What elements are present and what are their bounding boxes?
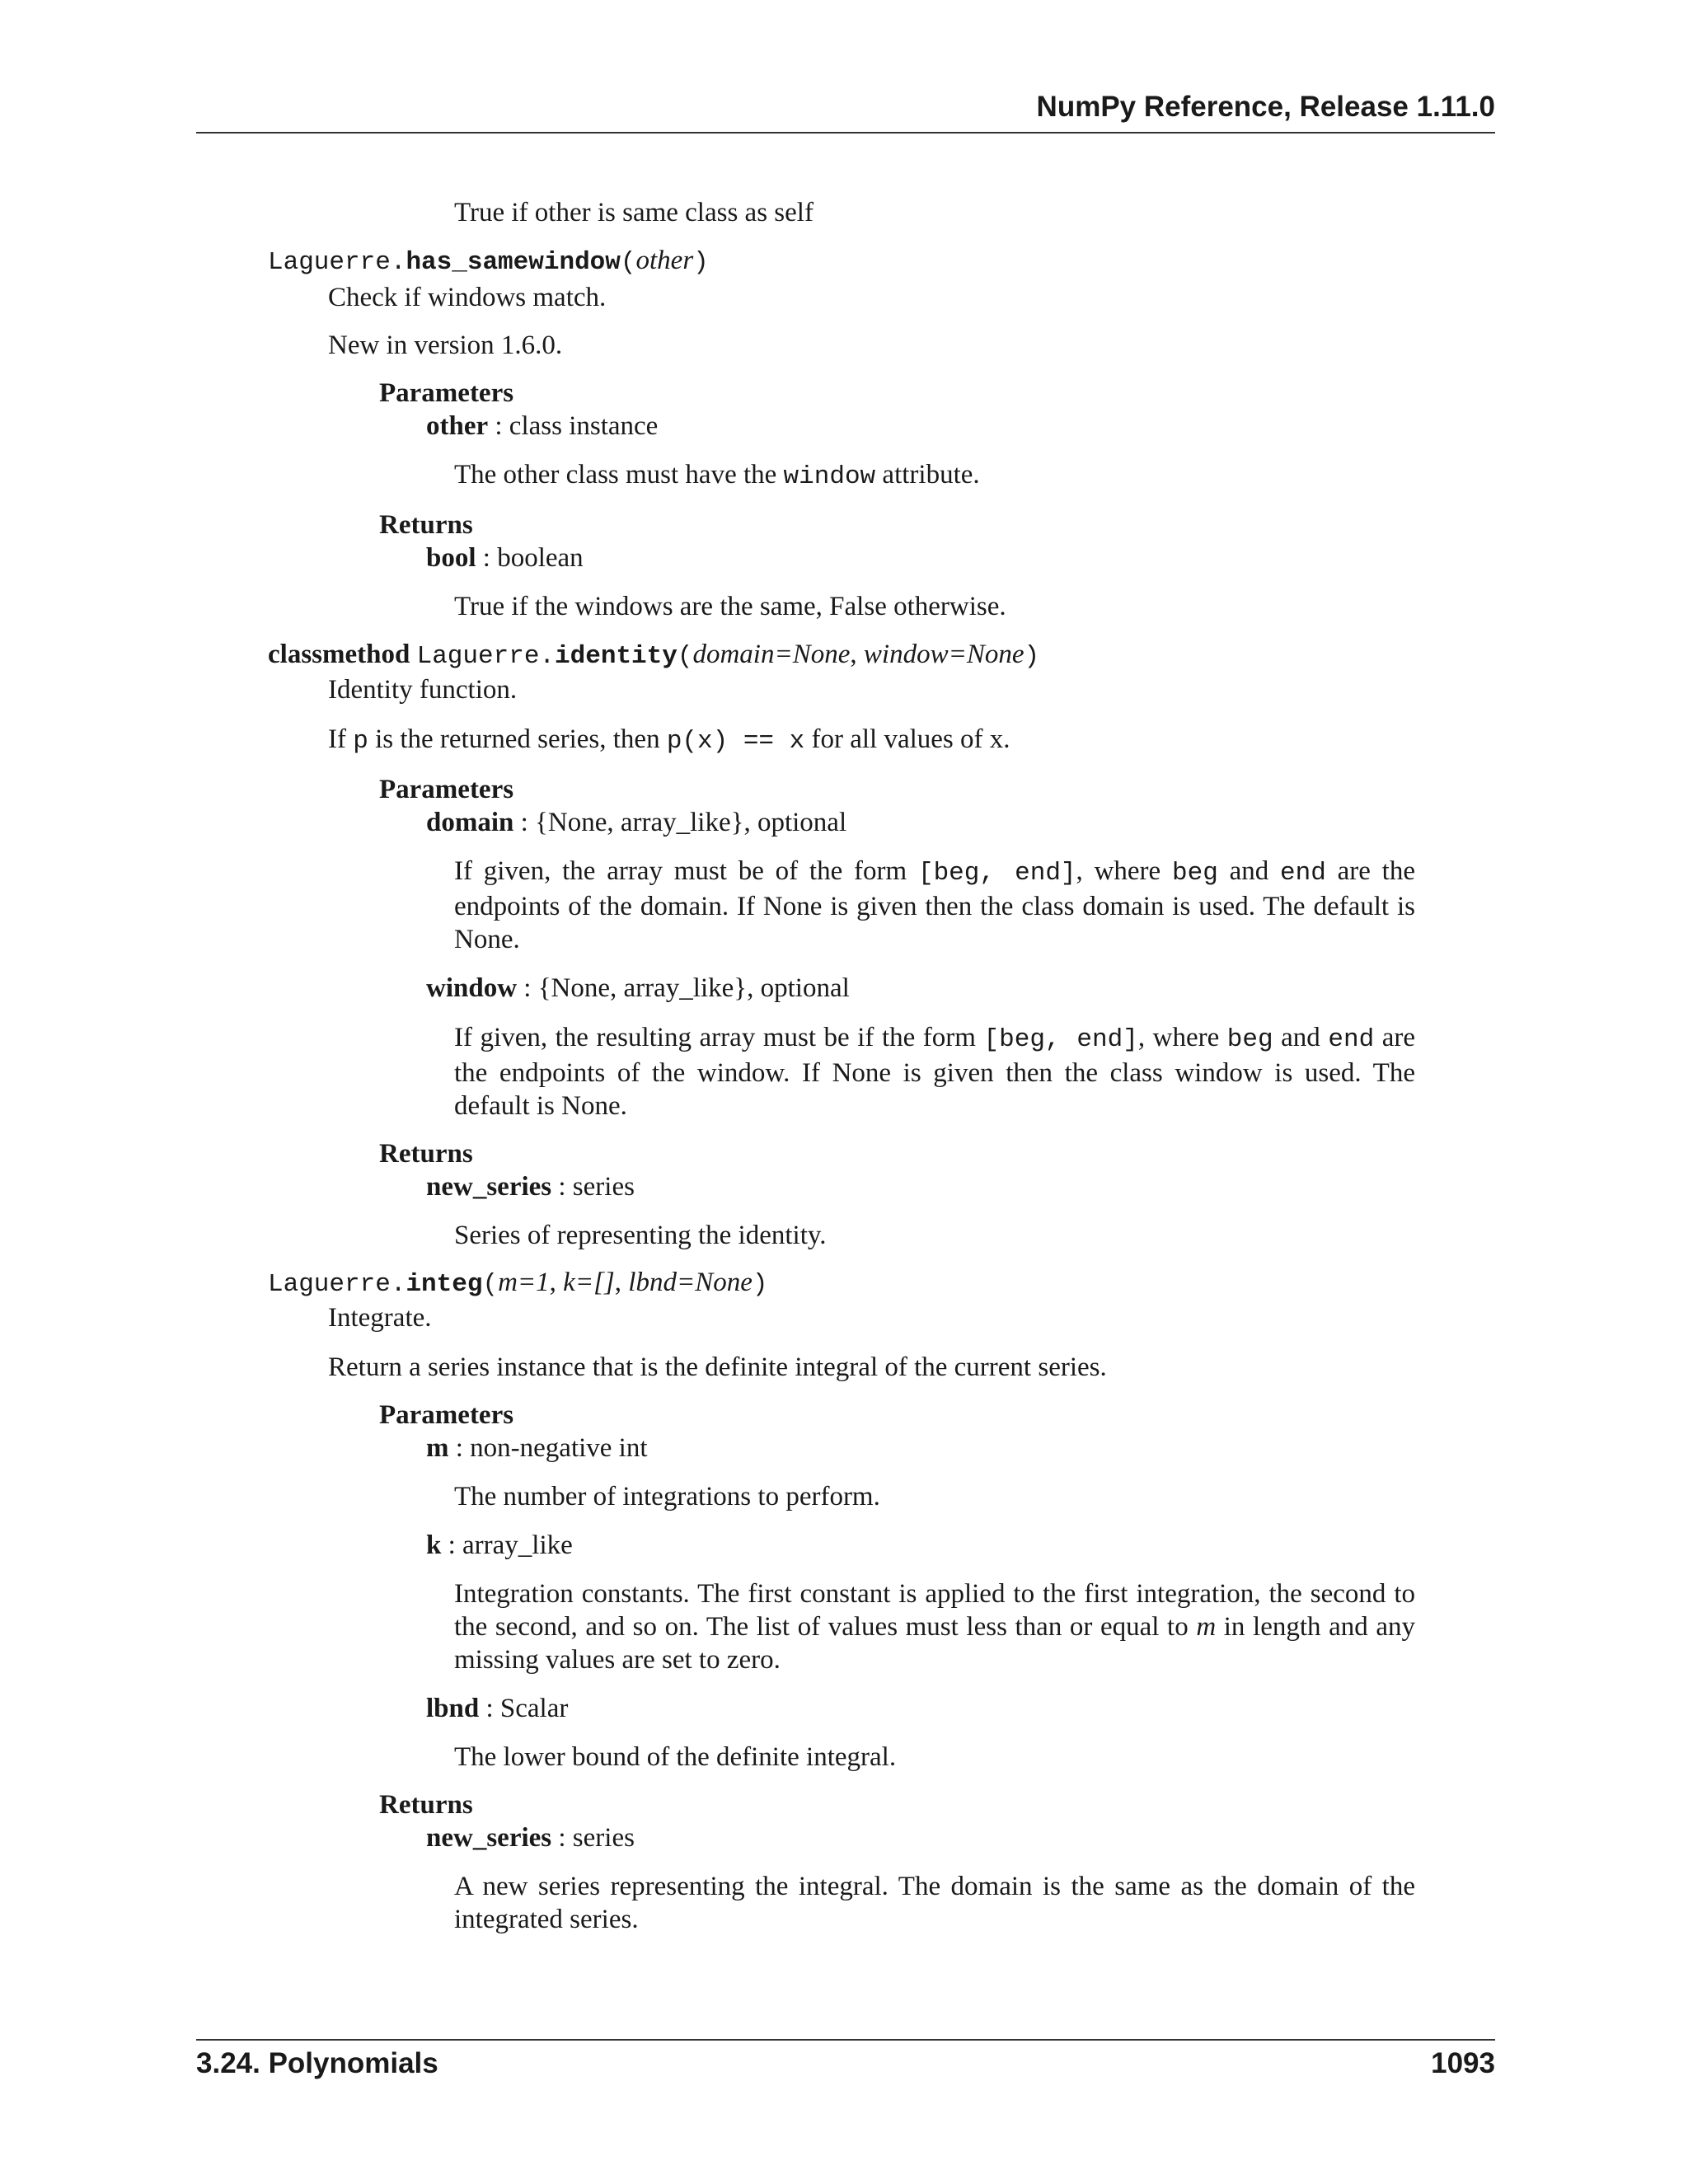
parameters-label: Parameters [379, 775, 514, 804]
param-window: window : {None, array_like}, optional [426, 973, 850, 1003]
param-domain-desc: If given, the array must be of the form [beg, end], where beg and end are the endpoints of the domain. If None is given then the class domain is used. The default is None. [454, 856, 1415, 954]
top-fragment: True if other is same class as self [454, 198, 814, 227]
param-lbnd-desc: The lower bound of the definite integral. [454, 1742, 897, 1772]
method-description: Return a series instance that is the definite integral of the current series. [328, 1352, 1107, 1382]
footer-section: 3.24. Polynomials [196, 2047, 438, 2079]
footer-page-number: 1093 [1431, 2047, 1495, 2079]
returns-label: Returns [379, 1790, 473, 1820]
return-new-series: new_series : series [426, 1172, 635, 1202]
parameters-label: Parameters [379, 378, 514, 408]
page-body [0, 196, 1688, 1934]
param-domain: domain : {None, array_like}, optional [426, 808, 847, 837]
version-note: New in version 1.6.0. [328, 330, 563, 360]
param-m: m : non-negative int [426, 1433, 648, 1463]
param-other: other : class instance [426, 411, 659, 441]
param-lbnd: lbnd : Scalar [426, 1694, 569, 1723]
return-new-series-desc: Series of representing the identity. [454, 1221, 827, 1250]
parameters-label: Parameters [379, 1400, 514, 1430]
param-window-desc: If given, the resulting array must be if the form [beg, end], where beg and end are the endpoints of the window. If None is given then the class window is used. The default is None. [454, 1023, 1415, 1121]
return-new-series-desc: A new series representing the integral. The domain is the same as the domain of the integrated series. [454, 1872, 1415, 1934]
method-signature: Laguerre.integ(m=1, k=[], lbnd=None) [268, 1268, 768, 1299]
header-title: NumPy Reference, Release 1.11.0 [1036, 91, 1495, 123]
method-summary: Identity function. [328, 675, 518, 705]
method-signature: classmethod Laguerre.identity(domain=None, window=None) [268, 640, 1040, 671]
returns-label: Returns [379, 1139, 473, 1169]
page-header [196, 86, 1495, 134]
param-k-desc: Integration constants. The first constant is applied to the first integration, the second to the second, and so on. The list of values must less than or equal to m in length and any missing values are set to zero. [454, 1579, 1415, 1675]
page-footer [196, 2039, 1495, 2090]
method-description: If p is the returned series, then p(x) == x for all values of x. [328, 724, 1010, 756]
return-bool-desc: True if the windows are the same, False otherwise. [454, 592, 1006, 621]
method-has-samewindow [0, 229, 1688, 621]
return-new-series: new_series : series [426, 1823, 635, 1853]
return-bool: bool : boolean [426, 543, 584, 573]
param-k: k : array_like [426, 1530, 573, 1560]
method-signature: Laguerre.has_samewindow(other) [268, 246, 709, 277]
method-summary: Check if windows match. [328, 283, 607, 312]
param-other-desc: The other class must have the window attribute. [454, 460, 980, 491]
returns-label: Returns [379, 510, 473, 540]
param-m-desc: The number of integrations to perform. [454, 1482, 880, 1511]
method-summary: Integrate. [328, 1303, 432, 1333]
